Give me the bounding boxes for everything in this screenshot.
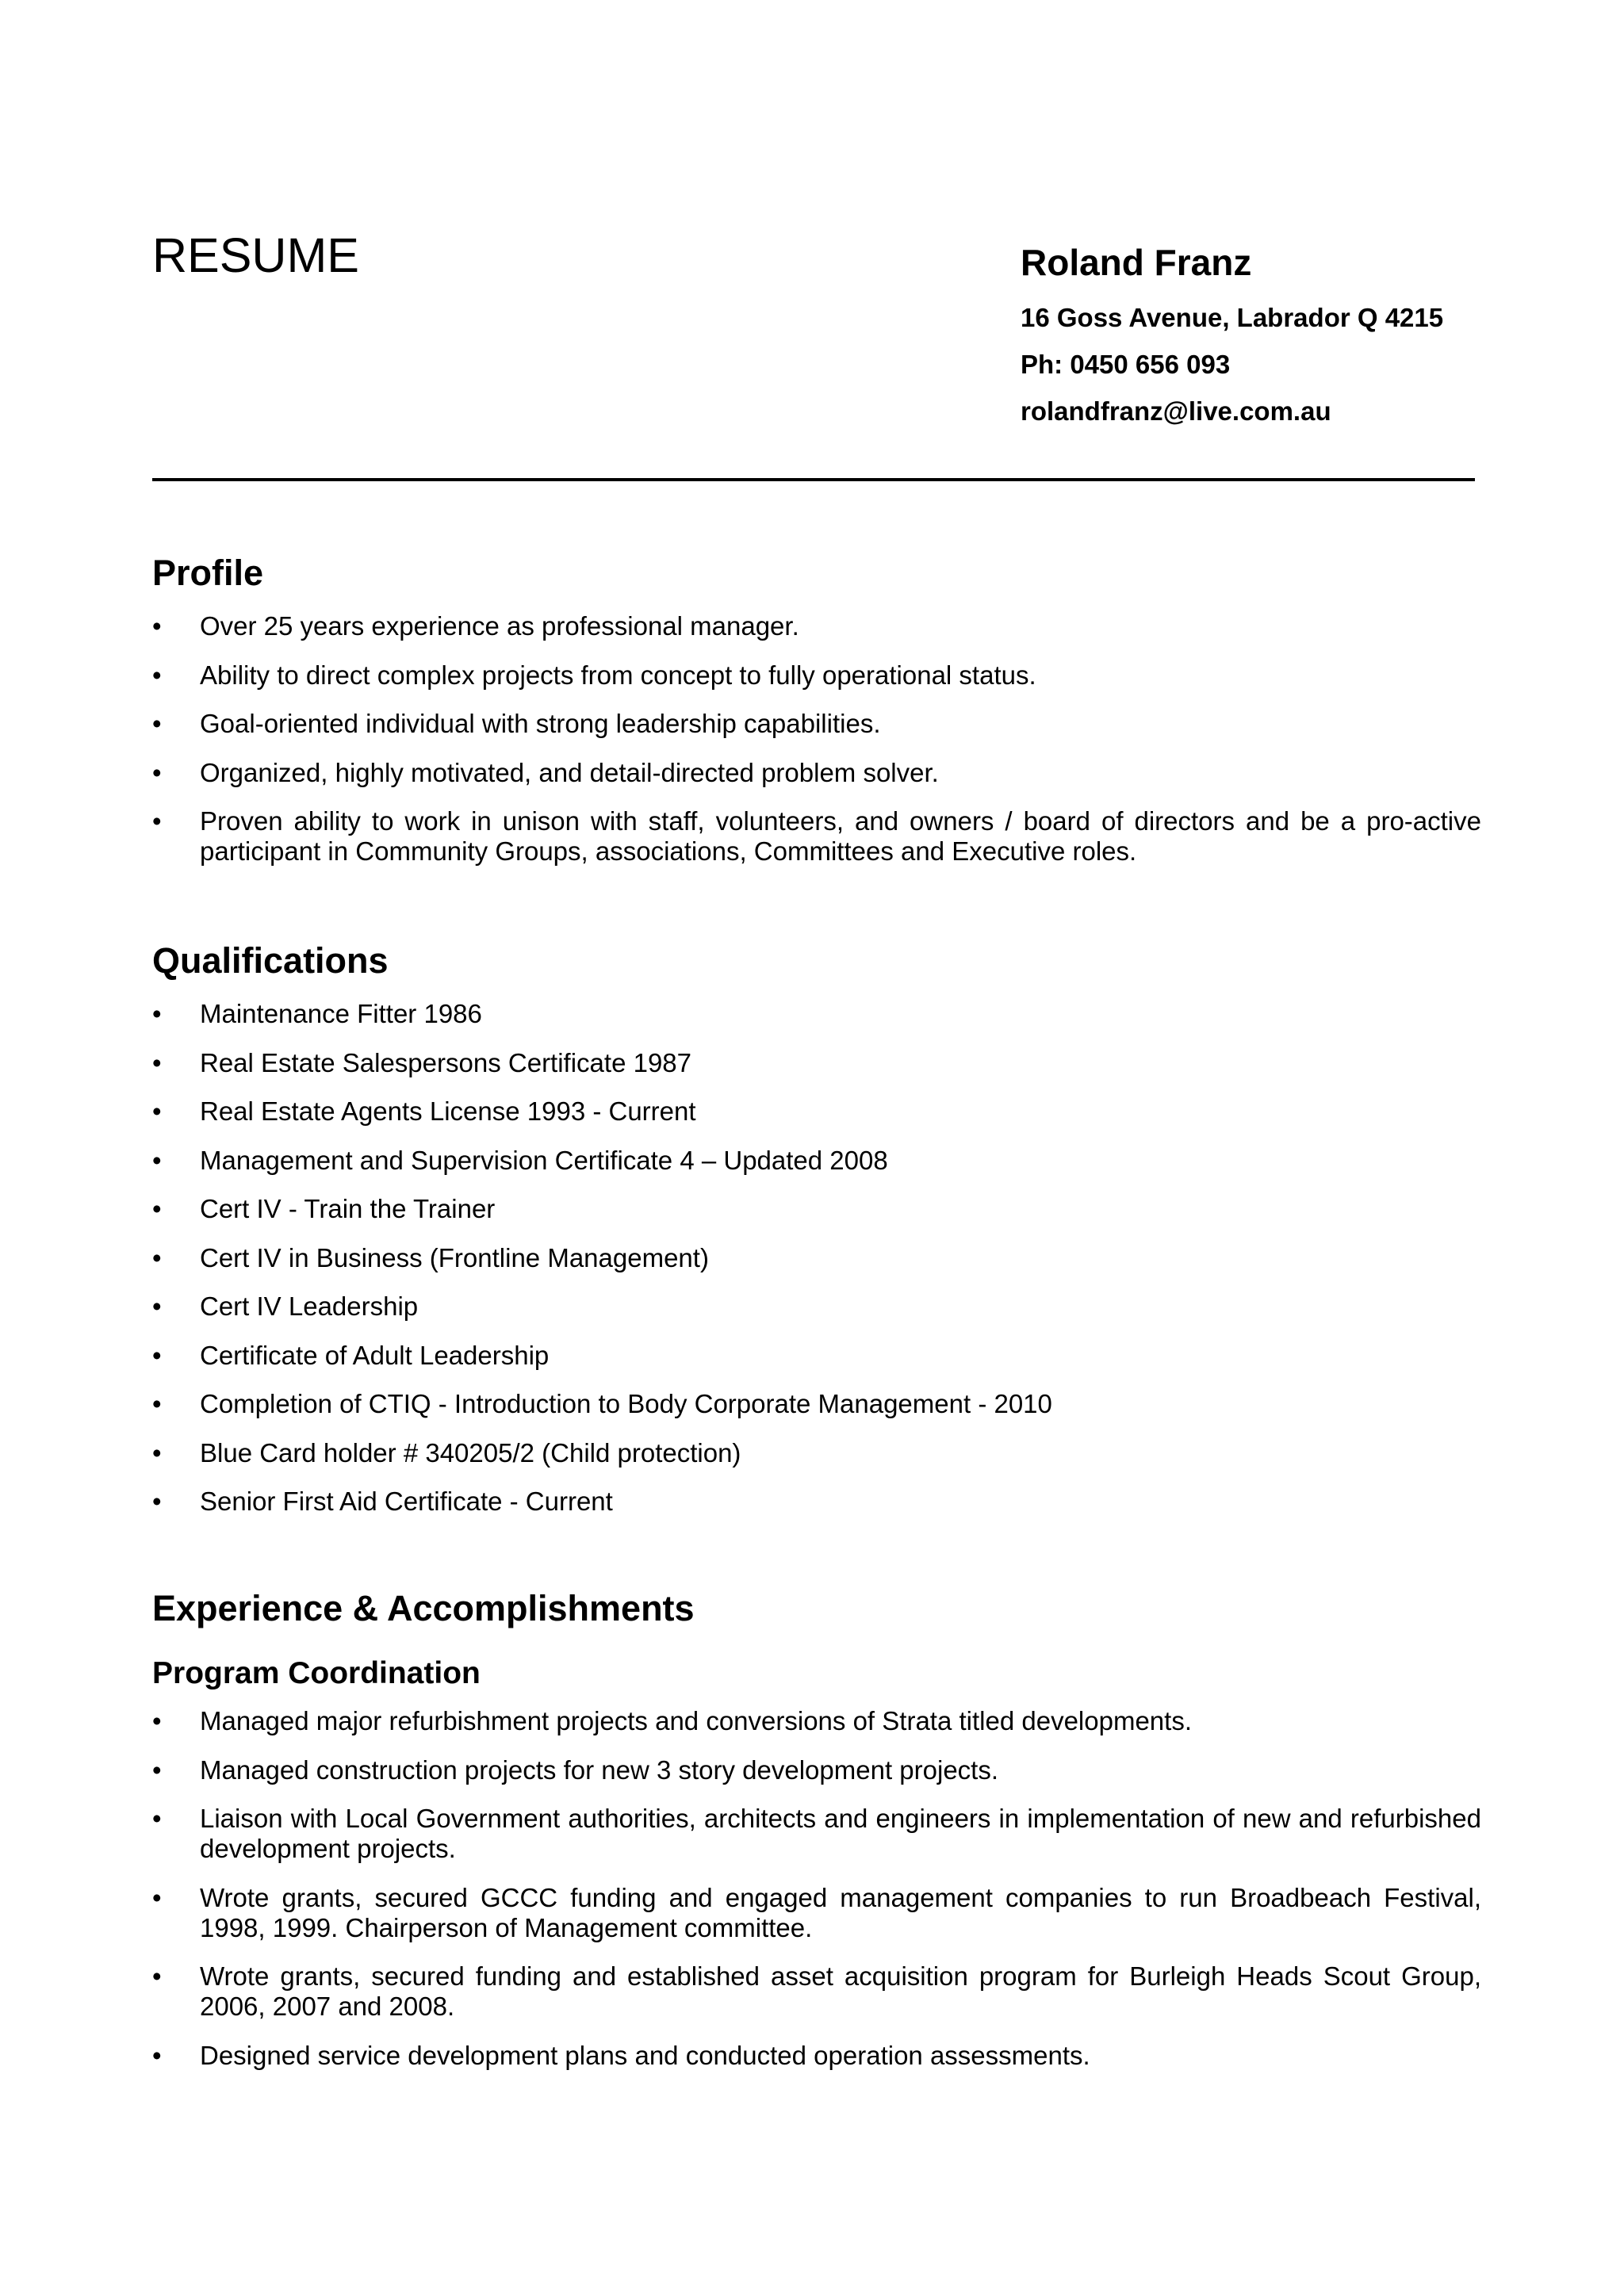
list-item-text: Managed construction projects for new 3 story development projects. (200, 1755, 999, 1785)
bullet-icon: • (152, 1487, 162, 1516)
list-item-text: Real Estate Salespersons Certificate 1987 (200, 1047, 692, 1077)
list-item-text: Cert IV Leadership (200, 1292, 419, 1321)
list-item-text: Liaison with Local Government authorities, architects and engineers in implementation of new and refurbished development projects. (200, 1804, 1481, 1863)
qualifications-heading: Qualifications (152, 940, 389, 981)
list-item-text: Wrote grants, secured funding and established asset acquisition program for Burleigh Heads Scout Group, 2006, 2007 and 2008. (200, 1961, 1481, 2021)
bullet-icon: • (152, 806, 162, 836)
list-item (152, 1292, 1481, 1322)
program-coordination-heading: Program Coordination (152, 1656, 481, 1690)
list-item-text: Over 25 years experience as professional manager. (200, 611, 799, 641)
list-item (152, 1438, 1481, 1468)
profile-list (152, 611, 1481, 867)
list-item-text: Maintenance Fitter 1986 (200, 999, 482, 1028)
contact-block (1021, 244, 1496, 445)
list-item (152, 709, 1481, 739)
list-item-text: Cert IV - Train the Trainer (200, 1194, 496, 1223)
list-item-text: Blue Card holder # 340205/2 (Child protection) (200, 1437, 741, 1468)
header-divider (152, 478, 1475, 481)
list-item (152, 1706, 1481, 1736)
list-item-text: Wrote grants, secured GCCC funding and engaged management companies to run Broadbeach Festival, 1998, 1999. Chairperson of Management committee. (200, 1882, 1481, 1942)
bullet-icon: • (152, 1047, 162, 1077)
list-item-text: Designed service development plans and conducted operation assessments. (200, 2040, 1090, 2070)
list-item-text: Organized, highly motivated, and detail-directed problem solver. (200, 757, 939, 787)
list-item (152, 1341, 1481, 1371)
list-item (152, 611, 1481, 641)
list-item-text: Certificate of Adult Leadership (200, 1340, 550, 1370)
bullet-icon: • (152, 1755, 162, 1785)
bullet-icon: • (152, 757, 162, 787)
profile-section (152, 555, 1481, 886)
list-item-text: Management and Supervision Certificate 4 – Updated 2008 (200, 1145, 888, 1175)
list-item (152, 2041, 1481, 2071)
list-item (152, 1961, 1481, 2022)
list-item (152, 999, 1481, 1029)
list-item (152, 1755, 1481, 1785)
list-item-text: Real Estate Agents License 1993 - Current (200, 1096, 696, 1126)
bullet-icon: • (152, 1194, 162, 1223)
bullet-icon: • (152, 1340, 162, 1370)
experience-heading: Experience & Accomplishments (152, 1588, 695, 1628)
list-item-text: Proven ability to work in unison with staff, volunteers, and owners / board of directors and be a pro-active participant in Community Groups, associations, Committees and Executive roles. (200, 806, 1481, 866)
bullet-icon: • (152, 999, 162, 1028)
list-item (152, 1146, 1481, 1176)
list-item (152, 1487, 1481, 1517)
bullet-icon: • (152, 1145, 162, 1175)
list-item (152, 758, 1481, 788)
list-item (152, 1194, 1481, 1224)
contact-address: 16 Goss Avenue, Labrador Q 4215 (1021, 303, 1444, 332)
bullet-icon: • (152, 1242, 162, 1272)
bullet-icon: • (152, 709, 162, 738)
qualifications-list (152, 999, 1481, 1517)
list-item (152, 1883, 1481, 1943)
candidate-name: Roland Franz (1021, 242, 1252, 283)
contact-phone: Ph: 0450 656 093 (1021, 350, 1231, 379)
document-title: RESUME (152, 228, 359, 282)
list-item-text: Ability to direct complex projects from concept to fully operational status. (200, 660, 1036, 690)
list-item (152, 1804, 1481, 1864)
bullet-icon: • (152, 611, 162, 641)
qualifications-section (152, 940, 1481, 1536)
list-item-text: Managed major refurbishment projects and conversions of Strata titled developments. (200, 1706, 1192, 1735)
bullet-icon: • (152, 1292, 162, 1321)
list-item (152, 660, 1481, 691)
bullet-icon: • (152, 1961, 162, 1991)
bullet-icon: • (152, 1389, 162, 1418)
profile-heading: Profile (152, 553, 264, 593)
bullet-icon: • (152, 1882, 162, 1912)
experience-section (152, 1590, 1481, 2089)
bullet-icon: • (152, 1437, 162, 1468)
bullet-icon: • (152, 2040, 162, 2070)
list-item-text: Goal-oriented individual with strong leadership capabilities. (200, 709, 881, 738)
contact-email: rolandfranz@live.com.au (1021, 396, 1331, 426)
list-item (152, 1048, 1481, 1078)
list-item (152, 1096, 1481, 1127)
list-item (152, 1389, 1481, 1419)
list-item-text: Cert IV in Business (Frontline Management) (200, 1242, 709, 1272)
program-coordination-list (152, 1706, 1481, 2071)
list-item-text: Senior First Aid Certificate - Current (200, 1487, 613, 1516)
bullet-icon: • (152, 1096, 162, 1126)
bullet-icon: • (152, 660, 162, 690)
bullet-icon: • (152, 1706, 162, 1735)
list-item (152, 1243, 1481, 1273)
bullet-icon: • (152, 1804, 162, 1833)
list-item-text: Completion of CTIQ - Introduction to Body Corporate Management - 2010 (200, 1389, 1052, 1418)
list-item (152, 806, 1481, 867)
